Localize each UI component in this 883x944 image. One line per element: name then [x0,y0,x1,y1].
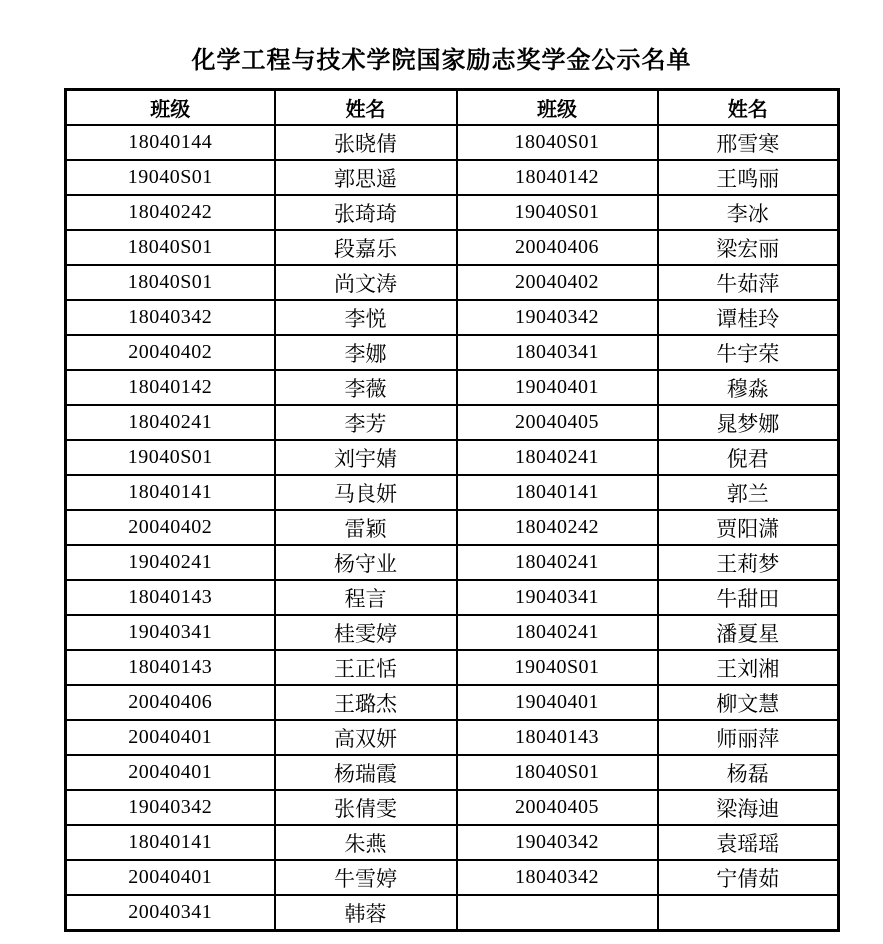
name-cell: 邢雪寒 [658,125,839,160]
name-cell: 王鸣丽 [658,160,839,195]
name-cell: 朱燕 [275,825,457,860]
name-cell: 柳文慧 [658,685,839,720]
name-cell: 杨磊 [658,755,839,790]
class-cell: 18040141 [457,475,658,510]
class-cell: 20040406 [66,685,275,720]
table-row [66,475,839,510]
name-cell: 倪君 [658,440,839,475]
class-cell: 18040S01 [457,125,658,160]
class-cell: 18040341 [457,335,658,370]
name-cell: 王刘湘 [658,650,839,685]
class-cell: 20040405 [457,405,658,440]
name-cell: 郭思遥 [275,160,457,195]
class-cell: 20040401 [66,755,275,790]
name-cell: 韩蓉 [275,895,457,931]
class-cell: 19040401 [457,370,658,405]
name-cell: 李娜 [275,335,457,370]
class-cell: 18040241 [66,405,275,440]
class-cell: 19040341 [66,615,275,650]
table-row [66,300,839,335]
name-cell [658,895,839,931]
name-cell: 潘夏星 [658,615,839,650]
class-cell: 20040401 [66,720,275,755]
table-row [66,160,839,195]
name-cell: 杨瑞霞 [275,755,457,790]
table-row [66,580,839,615]
name-cell: 牛甜田 [658,580,839,615]
table-row [66,405,839,440]
class-cell: 20040401 [66,860,275,895]
class-cell: 19040S01 [66,440,275,475]
name-cell: 程言 [275,580,457,615]
name-cell: 梁宏丽 [658,230,839,265]
name-cell: 段嘉乐 [275,230,457,265]
name-cell: 王莉梦 [658,545,839,580]
name-cell: 梁海迪 [658,790,839,825]
table-row [66,615,839,650]
class-cell: 18040242 [457,510,658,545]
class-cell: 18040143 [66,650,275,685]
name-cell: 谭桂玲 [658,300,839,335]
name-cell: 尚文涛 [275,265,457,300]
name-cell: 杨守业 [275,545,457,580]
table-row [66,755,839,790]
class-cell: 18040143 [66,580,275,615]
class-cell: 19040342 [457,825,658,860]
class-cell: 18040242 [66,195,275,230]
column-header: 班级 [66,90,275,126]
class-cell [457,895,658,931]
name-cell: 贾阳潇 [658,510,839,545]
name-cell: 师丽萍 [658,720,839,755]
name-cell: 牛宇荣 [658,335,839,370]
class-cell: 19040S01 [457,650,658,685]
class-cell: 19040241 [66,545,275,580]
name-cell: 马良妍 [275,475,457,510]
name-cell: 王璐杰 [275,685,457,720]
name-cell: 晁梦娜 [658,405,839,440]
name-cell: 雷颖 [275,510,457,545]
name-cell: 牛茹萍 [658,265,839,300]
name-cell: 刘宇婧 [275,440,457,475]
table-row [66,825,839,860]
name-cell: 李薇 [275,370,457,405]
table-row [66,790,839,825]
scholarship-table [64,88,840,932]
class-cell: 20040402 [66,335,275,370]
column-header: 班级 [457,90,658,126]
table-row [66,125,839,160]
name-cell: 穆淼 [658,370,839,405]
class-cell: 19040S01 [457,195,658,230]
class-cell: 19040341 [457,580,658,615]
class-cell: 20040341 [66,895,275,931]
class-cell: 18040144 [66,125,275,160]
name-cell: 张晓倩 [275,125,457,160]
table-row [66,440,839,475]
class-cell: 20040402 [66,510,275,545]
class-cell: 19040401 [457,685,658,720]
table-row [66,370,839,405]
table-row [66,510,839,545]
class-cell: 18040142 [457,160,658,195]
name-cell: 牛雪婷 [275,860,457,895]
table-row [66,545,839,580]
class-cell: 18040241 [457,440,658,475]
class-cell: 20040402 [457,265,658,300]
page-title: 化学工程与技术学院国家励志奖学金公示名单 [191,46,692,74]
table-row [66,860,839,895]
name-cell: 桂雯婷 [275,615,457,650]
name-cell: 郭兰 [658,475,839,510]
class-cell: 18040141 [66,825,275,860]
name-cell: 张琦琦 [275,195,457,230]
table-row [66,230,839,265]
class-cell: 18040141 [66,475,275,510]
table-row [66,650,839,685]
class-cell: 19040342 [66,790,275,825]
table-row [66,195,839,230]
table-row [66,720,839,755]
column-header: 姓名 [275,90,457,126]
class-cell: 18040342 [66,300,275,335]
class-cell: 18040S01 [66,230,275,265]
name-cell: 袁瑶瑶 [658,825,839,860]
class-cell: 19040342 [457,300,658,335]
class-cell: 20040405 [457,790,658,825]
name-cell: 李悦 [275,300,457,335]
name-cell: 王正恬 [275,650,457,685]
class-cell: 18040342 [457,860,658,895]
class-cell: 18040142 [66,370,275,405]
table-header-row [66,90,839,126]
table-row [66,265,839,300]
column-header: 姓名 [658,90,839,126]
table-body [66,125,839,931]
name-cell: 张倩雯 [275,790,457,825]
class-cell: 18040241 [457,615,658,650]
class-cell: 18040S01 [457,755,658,790]
table-row [66,895,839,931]
name-cell: 高双妍 [275,720,457,755]
class-cell: 19040S01 [66,160,275,195]
class-cell: 18040143 [457,720,658,755]
class-cell: 18040241 [457,545,658,580]
name-cell: 李芳 [275,405,457,440]
class-cell: 18040S01 [66,265,275,300]
table-row [66,685,839,720]
name-cell: 宁倩茹 [658,860,839,895]
name-cell: 李冰 [658,195,839,230]
table-row [66,335,839,370]
class-cell: 20040406 [457,230,658,265]
